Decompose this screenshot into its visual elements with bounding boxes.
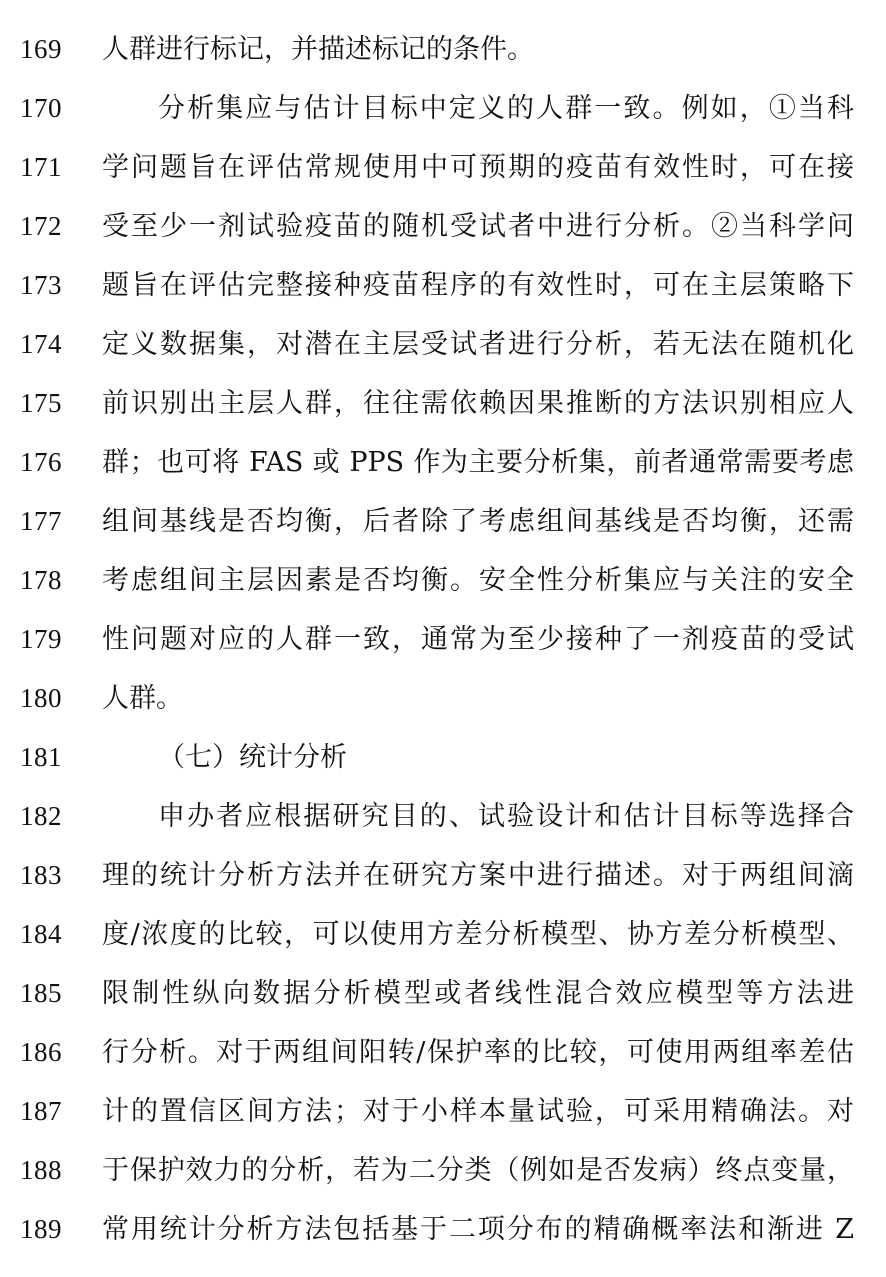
line-number: 181 [20, 742, 62, 772]
line-number: 182 [20, 801, 62, 831]
line-175 [0, 374, 886, 433]
line-187 [0, 1082, 886, 1141]
line-number: 180 [20, 683, 62, 713]
line-169 [0, 20, 886, 79]
line-185 [0, 964, 886, 1023]
line-text: 定义数据集，对潜在主层受试者进行分析，若无法在随机化 [102, 329, 854, 360]
line-183 [0, 846, 886, 905]
line-text: 理的统计分析方法并在研究方案中进行描述。对于两组间滴 [102, 860, 854, 891]
line-172 [0, 197, 886, 256]
line-number: 178 [20, 565, 62, 595]
line-number: 187 [20, 1096, 62, 1126]
line-text: 性问题对应的人群一致，通常为至少接种了一剂疫苗的受试 [102, 624, 854, 655]
line-188 [0, 1141, 886, 1200]
line-number: 184 [20, 919, 62, 949]
line-181 [0, 728, 886, 787]
line-text: 受至少一剂试验疫苗的随机受试者中进行分析。②当科学问 [102, 211, 854, 242]
line-number: 177 [20, 506, 62, 536]
line-text: 限制性纵向数据分析模型或者线性混合效应模型等方法进 [102, 978, 854, 1009]
line-text: 分析集应与估计目标中定义的人群一致。例如，①当科 [158, 93, 854, 124]
line-number: 188 [20, 1155, 62, 1185]
line-number: 179 [20, 624, 62, 654]
line-174 [0, 315, 886, 374]
line-text: 考虑组间主层因素是否均衡。安全性分析集应与关注的安全 [102, 565, 854, 596]
line-number: 176 [20, 447, 62, 477]
line-text: 组间基线是否均衡，后者除了考虑组间基线是否均衡，还需 [102, 506, 854, 537]
line-number: 173 [20, 270, 62, 300]
line-text: 行分析。对于两组间阳转/保护率的比较，可使用两组率差估 [102, 1037, 854, 1068]
line-text: 计的置信区间方法；对于小样本量试验，可采用精确法。对 [102, 1096, 854, 1127]
section-heading: （七）统计分析 [158, 742, 347, 773]
line-170 [0, 79, 886, 138]
line-189 [0, 1200, 886, 1259]
line-text: 学问题旨在评估常规使用中可预期的疫苗有效性时，可在接 [102, 152, 854, 183]
line-text: 前识别出主层人群，往往需依赖因果推断的方法识别相应人 [102, 388, 854, 419]
line-number: 174 [20, 329, 62, 359]
line-text: 人群。 [102, 683, 183, 714]
line-number: 186 [20, 1037, 62, 1067]
line-number: 183 [20, 860, 62, 890]
line-177 [0, 492, 886, 551]
line-text: 于保护效力的分析，若为二分类（例如是否发病）终点变量， [102, 1155, 854, 1186]
line-179 [0, 610, 886, 669]
line-176 [0, 433, 886, 492]
line-number: 185 [20, 978, 62, 1008]
line-number: 170 [20, 93, 62, 123]
line-number: 189 [20, 1214, 62, 1244]
line-number: 169 [20, 34, 62, 64]
line-text: 群；也可将 FAS 或 PPS 作为主要分析集，前者通常需要考虑 [102, 447, 854, 478]
line-text: 常用统计分析方法包括基于二项分布的精确概率法和渐进 Z [102, 1214, 854, 1245]
line-186 [0, 1023, 886, 1082]
line-184 [0, 905, 886, 964]
line-178 [0, 551, 886, 610]
line-171 [0, 138, 886, 197]
line-number: 171 [20, 152, 62, 182]
line-number: 172 [20, 211, 62, 241]
line-180 [0, 669, 886, 728]
line-173 [0, 256, 886, 315]
line-text: 题旨在评估完整接种疫苗程序的有效性时，可在主层策略下 [102, 270, 854, 301]
line-text: 申办者应根据研究目的、试验设计和估计目标等选择合 [158, 801, 854, 832]
line-number: 175 [20, 388, 62, 418]
line-text: 度/浓度的比较，可以使用方差分析模型、协方差分析模型、 [102, 919, 854, 950]
line-182 [0, 787, 886, 846]
line-text: 人群进行标记，并描述标记的条件。 [102, 34, 534, 65]
